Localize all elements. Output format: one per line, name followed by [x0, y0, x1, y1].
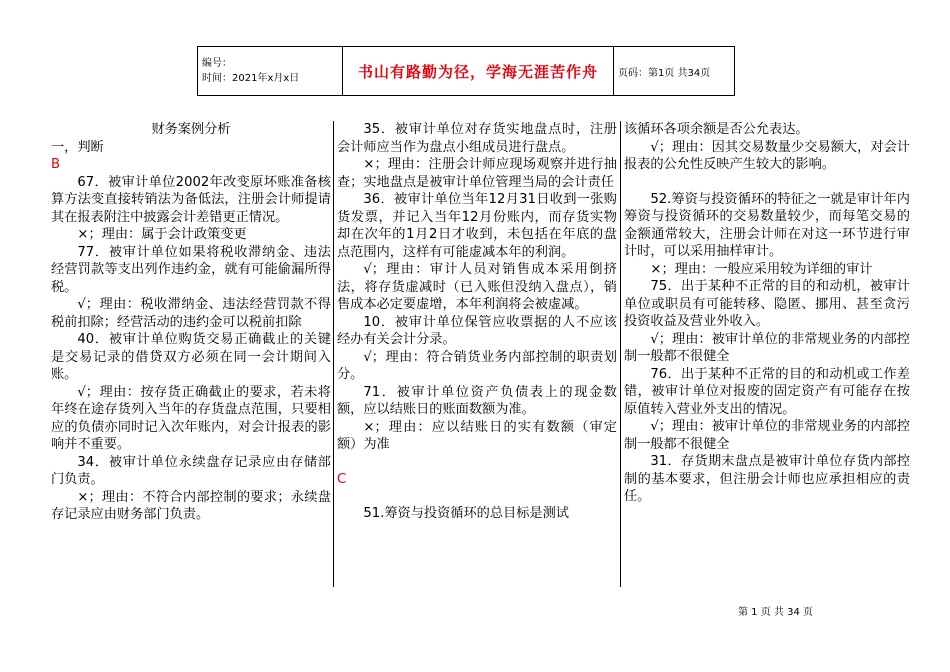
page-footer: 第 1 页 共 34 页 — [738, 607, 813, 618]
answer-paragraph: ×；理由：应以结账日的实有数额（审定额）为准 — [337, 419, 617, 452]
question-paragraph: 31．存货期末盘点是被审计单位存货内部控制的基本要求，但注册会计师也应承担相应的责任。 — [624, 454, 910, 504]
question-paragraph: 40．被审计单位购货交易正确截止的关键是交易记录的借贷双方必须在同一会计期间入账。 — [51, 332, 331, 382]
header-motto: 书山有路勤为径，学海无涯苦作舟 — [343, 47, 614, 96]
answer-paragraph: √；理由：符合销货业务内部控制的职责划分。 — [337, 349, 617, 382]
document-number-label: 编号： — [202, 58, 232, 69]
question-paragraph: 75．出于某种不正常的目的和动机，被审计单位或职员有可能转移、隐匿、挪用、甚至贪污投资收益及营业外收入。 — [624, 279, 910, 329]
question-paragraph: 71．被审计单位资产负债表上的现金数额，应以结账日的账面数额为准。 — [337, 384, 617, 417]
answer-paragraph: √；理由：被审计单位的非常规业务的内部控制一般都不很健全 — [624, 331, 910, 364]
subsection-letter: C — [337, 471, 347, 487]
text-column-1 — [51, 121, 331, 587]
answer-paragraph: √；理由：税收滞纳金、违法经营罚款不得税前扣除；经营活动的违约金可以税前扣除 — [51, 297, 331, 330]
document-title: 财务案例分析 — [151, 122, 231, 137]
question-paragraph: 10．被审计单位保管应收票据的人不应该经办有关会计分录。 — [337, 314, 617, 347]
text-column-3 — [624, 121, 910, 587]
spacer — [337, 454, 617, 471]
answer-paragraph: ×；理由：不符合内部控制的要求；永续盘存记录应由财务部门负责。 — [51, 489, 331, 522]
text-column-2 — [337, 121, 617, 587]
question-paragraph: 77．被审计单位如果将税收滞纳金、违法经营罚款等支出列作违约金，就有可能偷漏所得税。 — [51, 244, 331, 295]
answer-paragraph: √；理由：被审计单位的非常规业务的内部控制一般都不很健全 — [624, 419, 910, 452]
subsection-letter: B — [51, 157, 61, 172]
question-paragraph: 52.筹资与投资循环的特征之一就是审计年内筹资与投资循环的交易数量较少，而每笔交易的金额通常较大，注册会计师在对这一环节进行审计时，可以采用抽样审计。 — [624, 191, 910, 259]
answer-paragraph: √；理由：审计人员对销售成本采用倒挤法，将存货虚减时（已入账但没纳入盘点），销售成本必定要虚增，本年利润将会被虚减。 — [337, 262, 617, 312]
column-divider — [620, 121, 621, 587]
answer-paragraph: ×；理由：一般应采用较为详细的审计 — [650, 261, 873, 277]
header-page-label: 页码：第1页 共34页 — [614, 47, 735, 96]
spacer — [624, 174, 910, 191]
question-paragraph: 51.筹资与投资循环的总目标是测试 — [363, 506, 569, 521]
question-continuation: 该循环各项余额是否公允表达。 — [624, 122, 809, 137]
question-paragraph: 34．被审计单位永续盘存记录应由存储部门负责。 — [51, 454, 331, 487]
column-divider — [333, 121, 334, 587]
document-time-label: 时间：2021年x月x日 — [202, 73, 300, 84]
answer-paragraph: √；理由：因其交易数量少交易额大，对会计报表的公允性反映产生较大的影响。 — [624, 139, 910, 172]
question-paragraph: 67．被审计单位2002年改变原坏账准备核算方法变直接转销法为备低法，注册会计师提请其在报表附注中披露会计差错更正情况。 — [51, 174, 331, 225]
section-heading: 一，判断 — [51, 139, 104, 155]
question-paragraph: 36．被审计单位当年12月31日收到一张购货发票，并记入当年12月份账内，而存货实物却在次年的1月2日才收到，未包括在年底的盘点范围内，这样有可能虚减本年的利润。 — [337, 192, 617, 260]
header-table — [197, 46, 735, 96]
answer-paragraph: ×；理由：注册会计师应现场观察并进行抽查；实地盘点是被审计单位管理当局的会计责任 — [337, 157, 617, 190]
answer-paragraph: ×；理由：属于会计政策变更 — [77, 227, 247, 242]
spacer — [337, 488, 617, 505]
answer-paragraph: √；理由：按存货正确截止的要求，若未将年终在途存货列入当年的存货盘点范围，只要相应的负债亦同时记入次年账内，对会计报表的影响并不重要。 — [51, 384, 331, 452]
question-paragraph: 35．被审计单位对存货实地盘点时，注册会计师应当作为盘点小组成员进行盘点。 — [337, 122, 617, 155]
header-meta-cell — [198, 47, 343, 96]
question-paragraph: 76．出于某种不正常的目的和动机或工作差错，被审计单位对报废的固定资产有可能存在按原值转入营业外支出的情况。 — [624, 366, 910, 417]
